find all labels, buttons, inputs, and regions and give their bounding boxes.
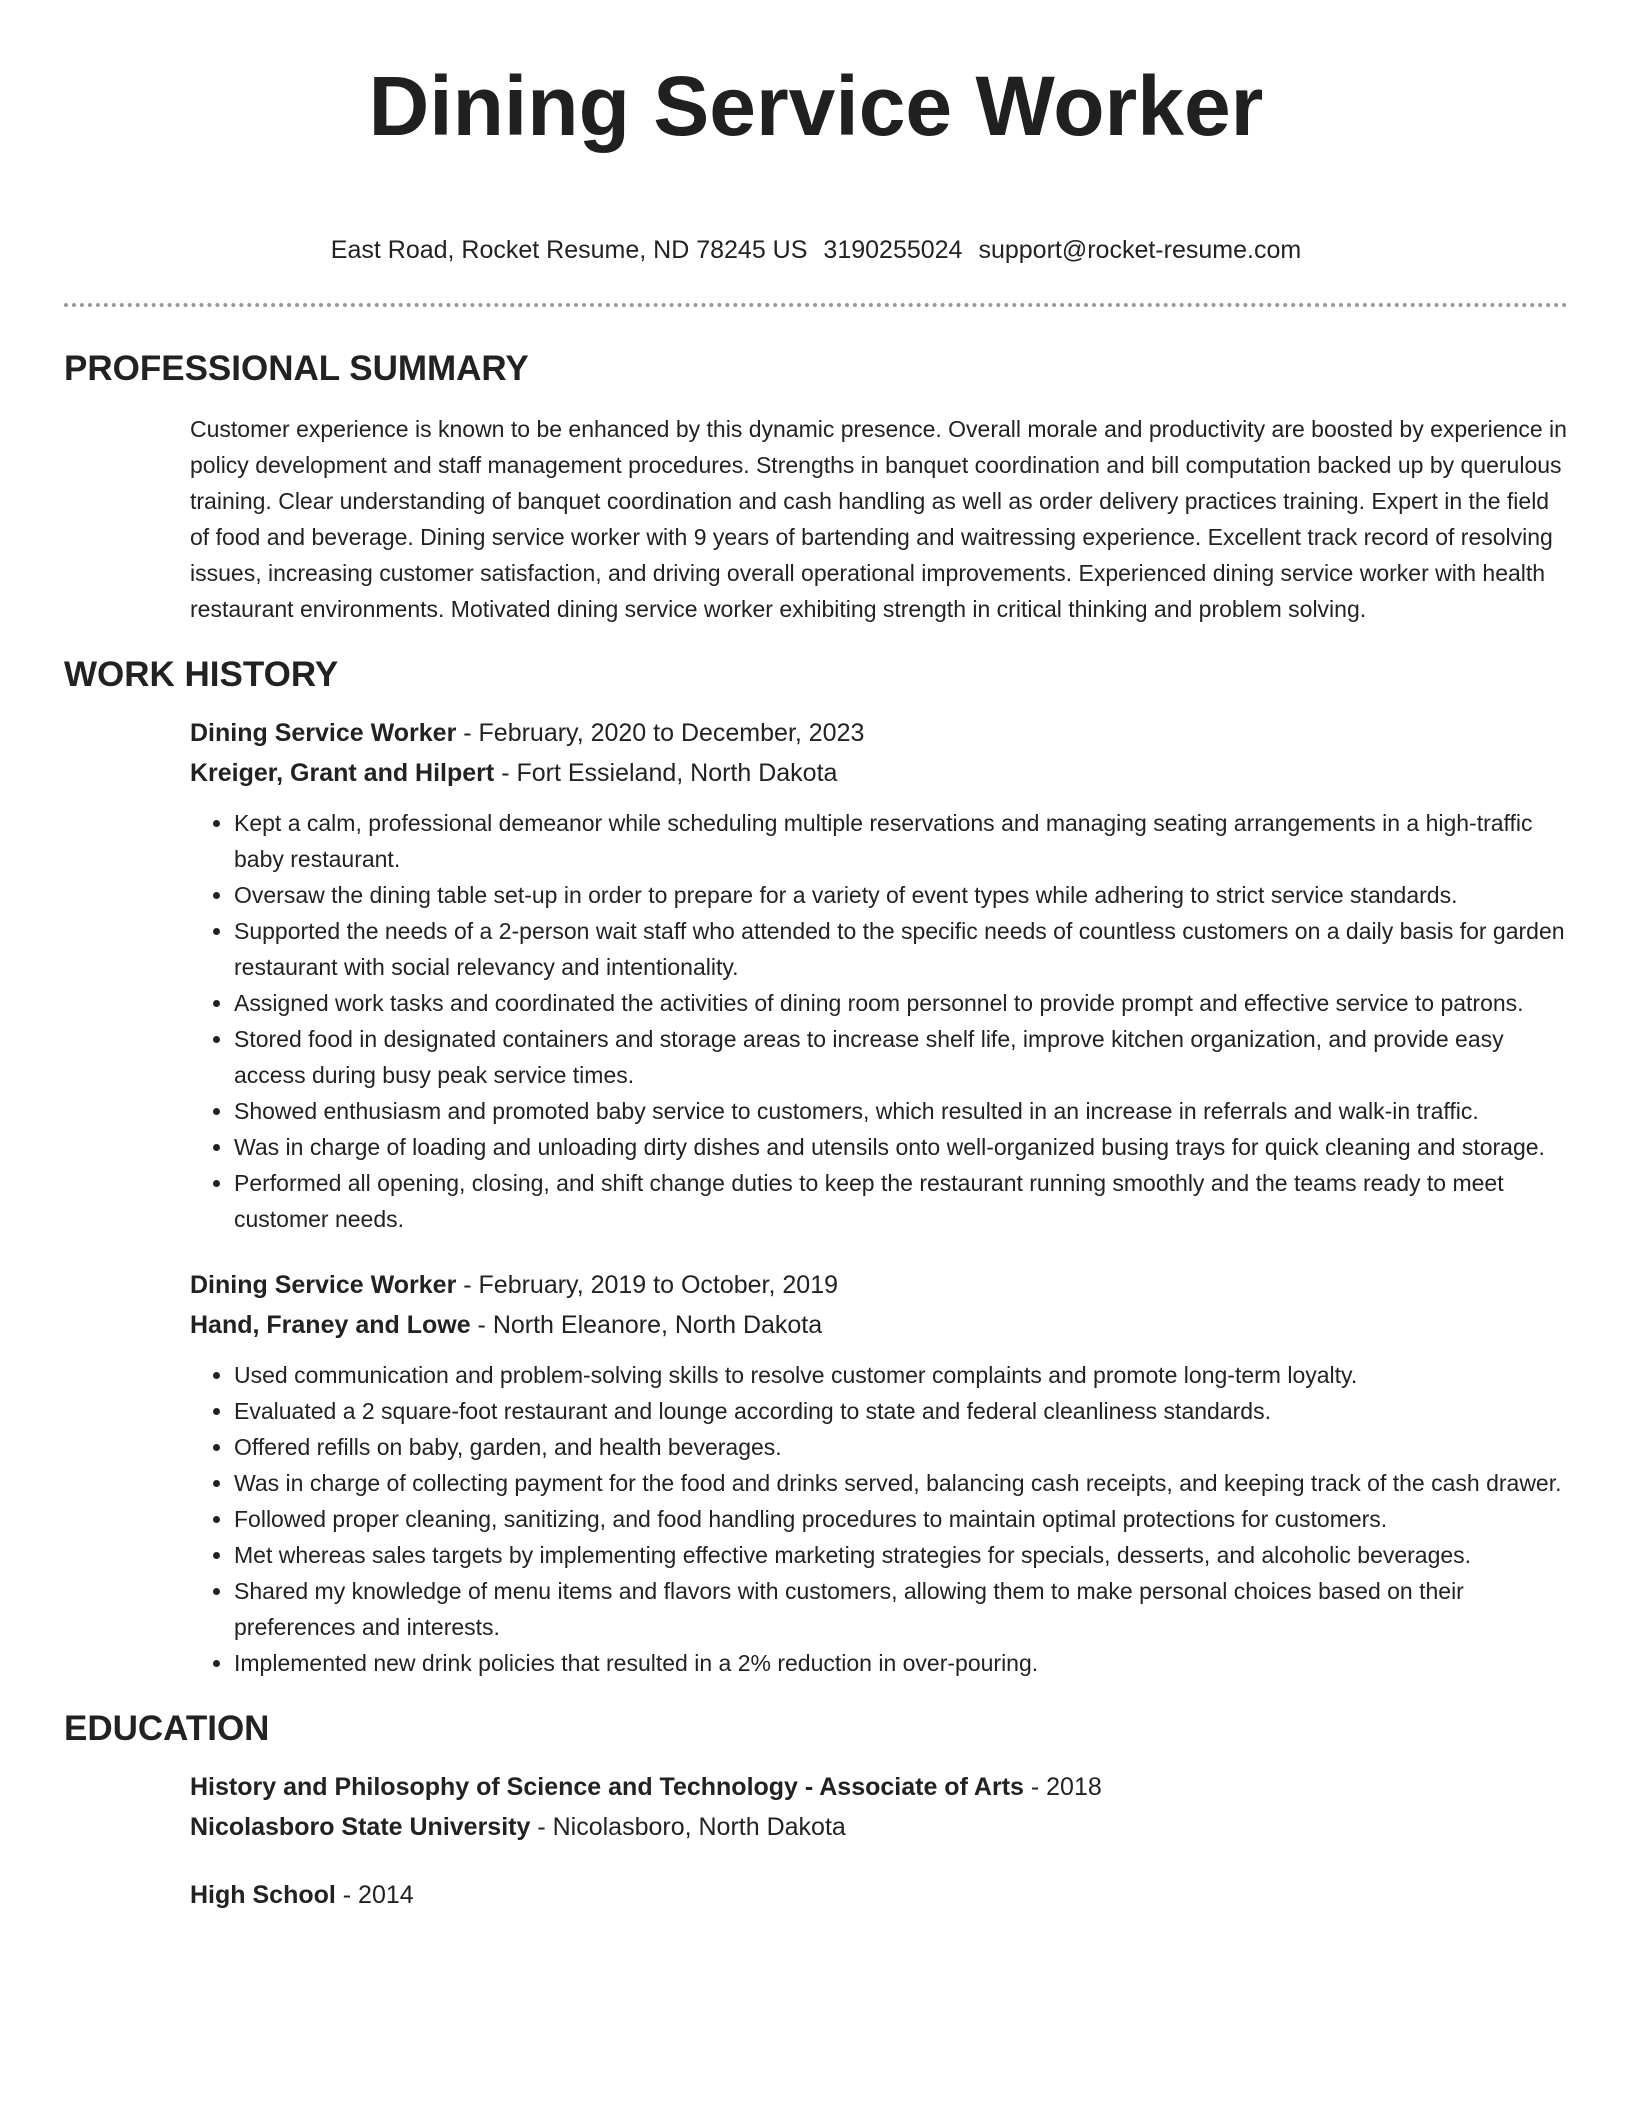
degree-year: - 2018: [1023, 1773, 1102, 1801]
job-role: Dining Service Worker: [190, 719, 457, 747]
degree-line: [190, 1875, 1568, 1915]
job-title-line: [190, 1265, 1568, 1305]
list-item: • Offered refills on baby, garden, and health beverages.: [234, 1429, 1568, 1465]
contact-line: [64, 233, 1568, 267]
list-item: • Kept a calm, professional demeanor while scheduling multiple reservations and managing seating arrangements in a high-traffic baby restaurant.: [234, 805, 1568, 877]
list-item: • Shared my knowledge of menu items and flavors with customers, allowing them to make personal choices based on their preferences and interests.: [234, 1573, 1568, 1645]
list-item: • Met whereas sales targets by implementing effective marketing strategies for specials, desserts, and alcoholic beverages.: [234, 1537, 1568, 1573]
job-dates: - February, 2019 to October, 2019: [456, 1271, 838, 1299]
degree-name: History and Philosophy of Science and Technology - Associate of Arts: [190, 1773, 1024, 1801]
school-name: Nicolasboro State University: [190, 1813, 531, 1841]
job-location: - North Eleanore, North Dakota: [470, 1311, 823, 1339]
job-company-line: [190, 753, 1568, 793]
work-history-section: [64, 653, 1568, 1681]
job-company: Kreiger, Grant and Hilpert: [190, 759, 495, 787]
summary-title: PROFESSIONAL SUMMARY: [64, 349, 529, 388]
education-entry: [64, 1767, 1568, 1847]
list-item: • Used communication and problem-solving skills to resolve customer complaints and promote long-term loyalty.: [234, 1357, 1568, 1393]
job-entry: [64, 1265, 1568, 1681]
contact-email[interactable]: support@rocket-resume.com: [978, 236, 1302, 264]
list-item: • Followed proper cleaning, sanitizing, and food handling procedures to maintain optimal protections for customers.: [234, 1501, 1568, 1537]
list-item: • Oversaw the dining table set-up in order to prepare for a variety of event types while adhering to strict service standards.: [234, 877, 1568, 913]
job-company: Hand, Franey and Lowe: [190, 1311, 471, 1339]
list-item: • Stored food in designated containers and storage areas to increase shelf life, improve kitchen organization, and provide easy access during busy peak service times.: [234, 1021, 1568, 1093]
list-item: • Supported the needs of a 2-person wait staff who attended to the specific needs of countless customers on a daily basis for garden restaurant with social relevancy and intentionality.: [234, 913, 1568, 985]
list-item: • Evaluated a 2 square-foot restaurant and lounge according to state and federal cleanliness standards.: [234, 1393, 1568, 1429]
list-item: • Assigned work tasks and coordinated the activities of dining room personnel to provide prompt and effective service to patrons.: [234, 985, 1568, 1021]
job-role: Dining Service Worker: [190, 1271, 457, 1299]
education-entry: [64, 1875, 1568, 1915]
candidate-name: Dining Service Worker: [368, 59, 1264, 153]
list-item: • Was in charge of loading and unloading dirty dishes and utensils onto well-organized busing trays for quick cleaning and storage.: [234, 1129, 1568, 1165]
school-location: - Nicolasboro, North Dakota: [530, 1813, 846, 1841]
list-item: • Showed enthusiasm and promoted baby service to customers, which resulted in an increase in referrals and walk-in traffic.: [234, 1093, 1568, 1129]
education-section: [64, 1707, 1568, 1915]
list-item: • Implemented new drink policies that resulted in a 2% reduction in over-pouring.: [234, 1645, 1568, 1681]
list-item: • Was in charge of collecting payment for the food and drinks served, balancing cash receipts, and keeping track of the cash drawer.: [234, 1465, 1568, 1501]
summary-text: Customer experience is known to be enhanced by this dynamic presence. Overall morale and productivity are boosted by experience in policy development and staff management procedures. Strengths in banquet coordination and bill computation backed up by querulous training. Clear understanding of banquet coordination and cash handling as well as order delivery practices training. Expert in the field of food and beverage. Dining service worker with 9 years of bartending and waitressing experience. Excellent track record of resolving issues, increasing customer satisfaction, and driving overall operational improvements. Experienced dining service worker with health restaurant environments. Motivated dining service worker exhibiting strength in critical thinking and problem solving.: [190, 416, 1567, 622]
summary-section: [64, 347, 1568, 627]
job-bullets: [190, 1357, 1568, 1681]
degree-name: High School: [190, 1881, 336, 1909]
job-title-line: [190, 713, 1568, 753]
header-divider: [64, 303, 1568, 307]
education-title: EDUCATION: [64, 1709, 270, 1748]
degree-line: [190, 1767, 1568, 1807]
job-location: - Fort Essieland, North Dakota: [494, 759, 838, 787]
school-line: [190, 1807, 1568, 1847]
contact-phone: 3190255024: [823, 236, 963, 264]
job-dates: - February, 2020 to December, 2023: [456, 719, 865, 747]
job-bullets: [190, 805, 1568, 1237]
job-company-line: [190, 1305, 1568, 1345]
job-entry: [64, 713, 1568, 1237]
degree-year: - 2014: [335, 1881, 414, 1909]
list-item: • Performed all opening, closing, and shift change duties to keep the restaurant running smoothly and the teams ready to meet customer needs.: [234, 1165, 1568, 1237]
work-history-title: WORK HISTORY: [64, 655, 339, 694]
contact-address: East Road, Rocket Resume, ND 78245 US: [330, 236, 808, 264]
